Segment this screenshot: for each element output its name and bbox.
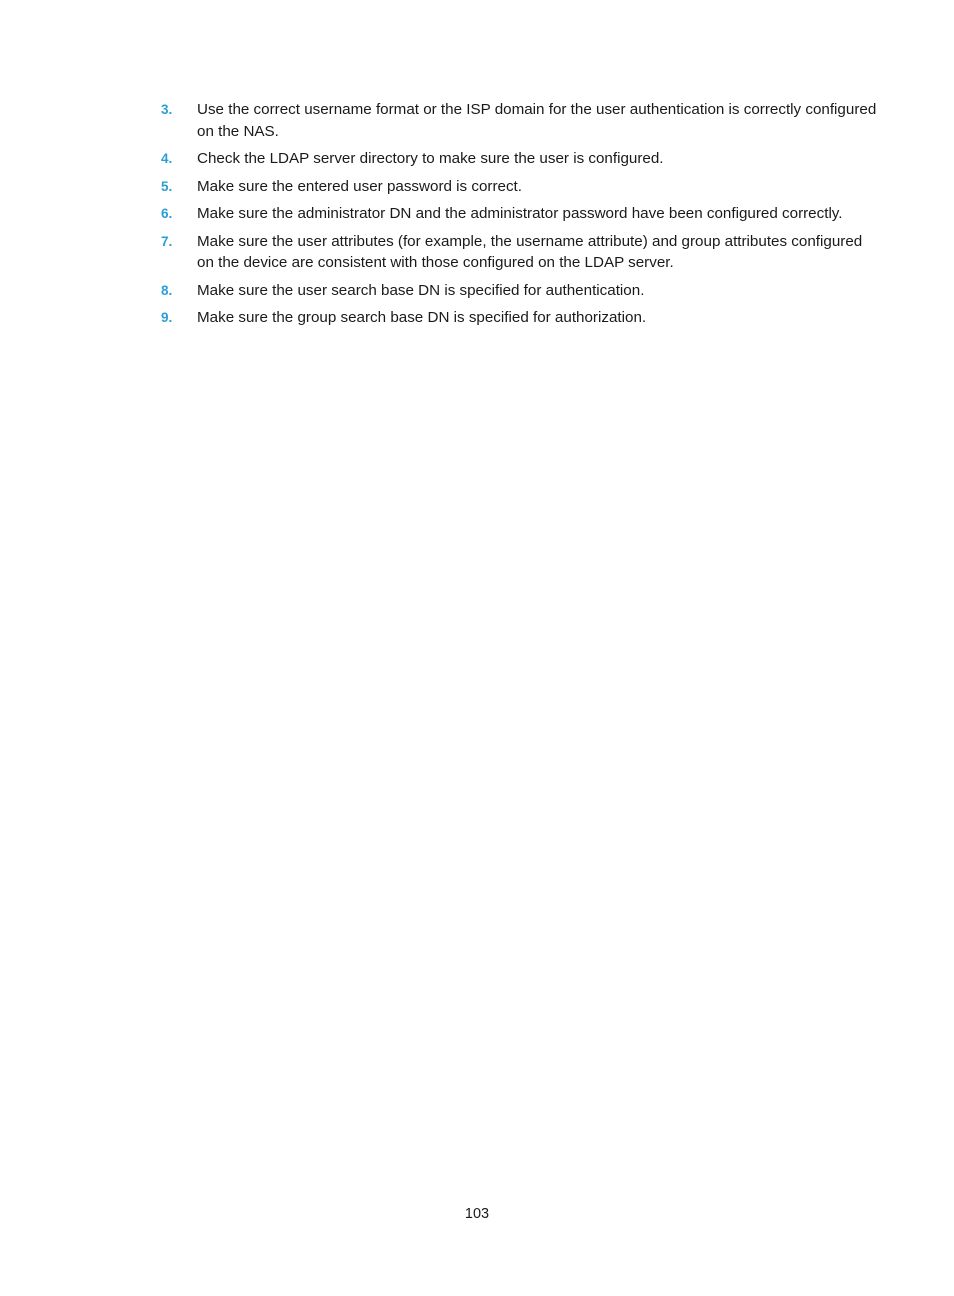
list-item xyxy=(0,307,877,329)
step-number: 4. xyxy=(161,151,173,166)
step-number: 7. xyxy=(161,233,173,249)
step-number: 9. xyxy=(161,310,173,325)
list-item xyxy=(0,203,877,225)
list-item xyxy=(0,148,877,170)
troubleshooting-steps-list xyxy=(0,99,954,335)
step-number: 6. xyxy=(161,206,173,221)
step-text: Check the LDAP server directory to make sure the user is configured. xyxy=(197,150,664,167)
list-item xyxy=(0,99,877,142)
page-number: 103 xyxy=(464,1206,490,1222)
list-item xyxy=(0,231,877,274)
list-item xyxy=(0,280,877,302)
step-text: Use the correct username format or the ISP domain for the user authentication is correctly configured on the NAS. xyxy=(197,101,877,140)
step-text: Make sure the user attributes (for example, the username attribute) and group attributes configured on the device are consistent with those configured on the LDAP server. xyxy=(197,232,863,271)
step-number: 8. xyxy=(161,282,173,298)
step-number: 5. xyxy=(161,178,173,194)
step-text: Make sure the entered user password is correct. xyxy=(197,177,522,195)
step-text: Make sure the administrator DN and the administrator password have been configured correctly. xyxy=(197,205,843,222)
step-text: Make sure the user search base DN is specified for authentication. xyxy=(197,281,645,299)
list-item xyxy=(0,176,877,198)
step-text: Make sure the group search base DN is specified for authorization. xyxy=(197,309,647,326)
step-number: 3. xyxy=(161,102,173,117)
